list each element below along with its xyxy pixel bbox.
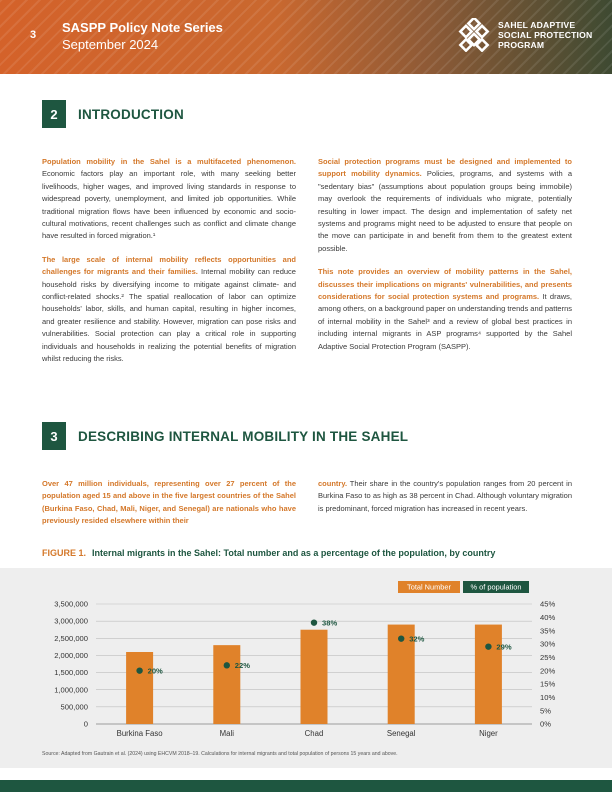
page-header: [0, 0, 612, 74]
section-number: 2: [42, 100, 66, 128]
page-number: 3: [30, 29, 37, 41]
y2-tick-label: 15%: [540, 679, 556, 689]
y-tick-label: 0: [83, 719, 88, 729]
page-footer-bar: [0, 780, 612, 792]
y-tick-label: 500,000: [60, 702, 88, 712]
y-tick-label: 1,500,000: [54, 668, 88, 678]
lead-sentence: Population mobility in the Sahel is a multifaceted phenomenon.: [42, 157, 296, 166]
y2-tick-label: 0%: [540, 719, 551, 729]
x-tick-label: Burkina Faso: [116, 729, 163, 738]
paragraph-body: It draws, among others, on a background paper on understanding trends and patterns of internal mobility in the Sahel³ and a review of global best practices in including internal migrants in ASP programs⁴ supported by the Sahel Adaptive Social Protection Program (SASPP).: [318, 292, 572, 351]
y-tick-label: 2,500,000: [54, 633, 88, 643]
y2-tick-label: 25%: [540, 652, 556, 662]
paragraph: [318, 266, 572, 353]
data-point: [136, 667, 142, 673]
paragraph-body: Economic factors play an important role, with many seeking better livelihoods, higher wages, and improved living standards in response to widespread poverty, unemployment, and limited job opportunities. While traditional migration flows have been influenced by economic and socio-cultural motivations, recent challenges such as conflict and climate change have resulted in forced migration.¹: [42, 169, 296, 241]
y2-tick-label: 10%: [540, 692, 556, 702]
publication-date: September 2024: [62, 37, 159, 52]
paragraph: [42, 478, 296, 528]
legend-label-total: Total Number: [407, 582, 451, 592]
y2-tick-label: 30%: [540, 639, 556, 649]
figure-label: FIGURE 1.: [42, 548, 87, 558]
figure-source: Source: Adapted from Gautrain et al. (2024) using EHCVM 2018–19. Calculations for internal migrants and total population of persons 15 years and above.: [42, 751, 398, 757]
y2-tick-label: 45%: [540, 599, 556, 609]
data-label: 38%: [322, 618, 338, 628]
bar: [126, 652, 153, 724]
logo-line: SAHEL ADAPTIVE: [498, 20, 576, 30]
data-point: [311, 619, 317, 625]
paragraph: [42, 254, 296, 366]
y-tick-label: 3,500,000: [54, 599, 88, 609]
paragraph-body: Their share in the country's population ranges from 20 percent in Burkina Faso to as high as 38 percent in Chad. Although voluntary migration is predominant, forced migration has increased in recent years.: [318, 479, 572, 513]
data-point: [224, 662, 230, 668]
paragraph-body: Policies, programs, and systems with a "sedentary bias" (assumptions about population groups being immobile) may overlook the requirements of individuals who migrate, potentially resulting in lower impact. The design and implementation of safety net systems and programs might need to be adjusted to ensure that people on the move can participate in and benefit from them to the greatest extent possible.: [318, 169, 573, 253]
bar: [213, 645, 240, 724]
logo-text: [498, 20, 592, 50]
mobility-column-left: [42, 478, 296, 539]
data-point: [485, 643, 491, 649]
logo-line: SOCIAL PROTECTION: [498, 30, 593, 40]
paragraph-body: Internal mobility can reduce household risks by diversifying income to mitigate against climate- and conflict-related shocks.² The spatial reallocation of labor can optimize households' labor, skills, and human capital, resulting in higher incomes, and greater resilience and stability. However, migration can pose risks and vulnerabilities. Social protection can play a critical role in supporting individuals and households in realizing the potential benefits of migration whilst reducing the risks.: [42, 267, 296, 364]
section-number: 3: [42, 422, 66, 450]
internal-migrants-chart: [0, 568, 612, 748]
series-title: SASPP Policy Note Series: [62, 20, 223, 35]
bar: [301, 630, 328, 724]
x-tick-label: Chad: [304, 729, 324, 738]
figure-caption: Internal migrants in the Sahel: Total number and as a percentage of the population, by country: [92, 548, 496, 558]
y2-tick-label: 5%: [540, 706, 551, 716]
x-tick-label: Senegal: [386, 729, 416, 738]
legend-label-percent: % of population: [470, 582, 522, 592]
intro-column-right: [318, 156, 572, 364]
paragraph: [318, 478, 572, 515]
section-heading-introduction: [42, 100, 184, 128]
saspp-logo-icon: [458, 18, 492, 52]
lead-sentence: country.: [318, 479, 348, 488]
data-point: [398, 635, 404, 641]
y2-tick-label: 35%: [540, 626, 556, 636]
bar: [475, 625, 502, 724]
data-label: 32%: [409, 634, 425, 644]
data-label: 29%: [496, 642, 512, 652]
y-tick-label: 1,000,000: [54, 685, 88, 695]
y2-tick-label: 40%: [540, 612, 556, 622]
x-tick-label: Mali: [219, 729, 234, 738]
y-tick-label: 2,000,000: [54, 651, 88, 661]
data-label: 22%: [234, 660, 251, 670]
lead-sentence: Social protection programs must be designed and implemented to support mobility dynamics.: [318, 157, 572, 179]
lead-sentence: The large scale of internal mobility reflects opportunities and challenges for migrants and their families.: [42, 254, 296, 277]
section-heading-internal-mobility: [42, 422, 408, 450]
paragraph: [318, 156, 572, 255]
y2-tick-label: 20%: [540, 666, 556, 676]
mobility-column-right: [318, 478, 572, 526]
logo-line: PROGRAM: [498, 40, 545, 50]
lead-sentence: This note provides an overview of mobility patterns in the Sahel, discusses their implications on migrants' vulnerabilities, and presents considerations for social protection systems and programs.: [318, 267, 572, 302]
data-label: 20%: [147, 666, 163, 676]
paragraph: [42, 156, 296, 243]
figure-title: [42, 548, 495, 558]
section-title: DESCRIBING INTERNAL MOBILITY IN THE SAHEL: [78, 428, 409, 444]
intro-column-left: [42, 156, 296, 377]
section-title: INTRODUCTION: [78, 106, 184, 122]
lead-sentence: Over 47 million individuals, representing over 27 percent of the population aged 15 and above in the five largest countries of the Sahel (Burkina Faso, Chad, Mali, Niger, and Senegal) are nationals who have previously resided elsewhere within their: [42, 479, 296, 526]
x-tick-label: Niger: [479, 729, 498, 738]
y-tick-label: 3,000,000: [54, 616, 88, 626]
